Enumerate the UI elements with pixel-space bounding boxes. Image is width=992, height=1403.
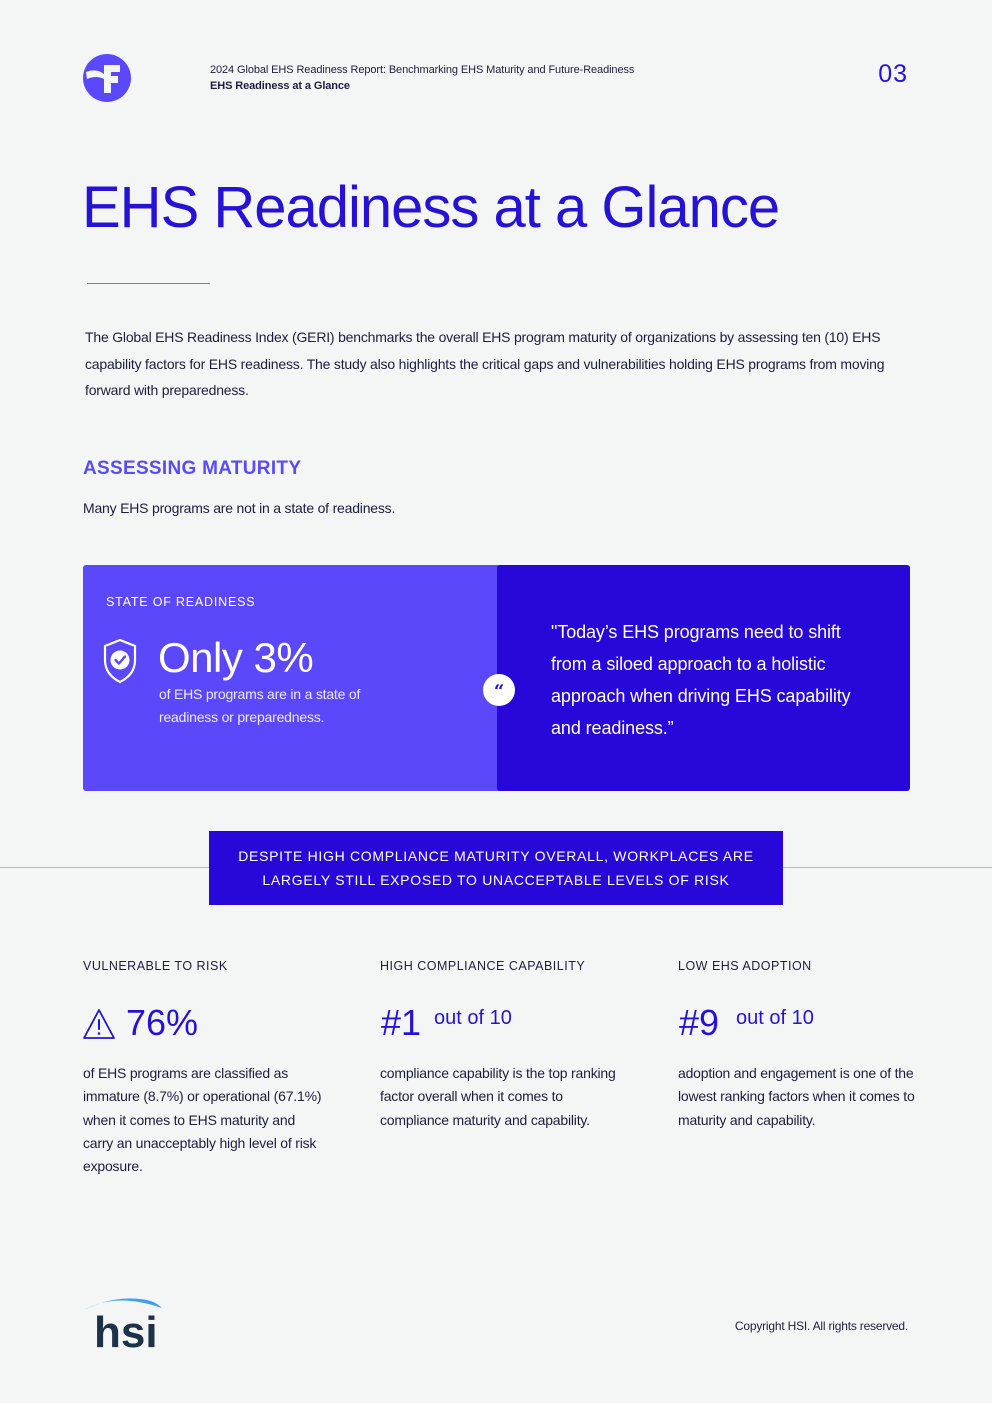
banner-line-2: LARGELY STILL EXPOSED TO UNACCEPTABLE LEVELS OF RISK [262, 872, 730, 888]
intro-paragraph: The Global EHS Readiness Index (GERI) benchmarks the overall EHS program maturity of organizations by assessing ten (10) EHS capability factors for EHS readiness. The study also highlights the critical gaps and vulnerabilities holding EHS programs from moving forward with preparedness. [85, 329, 885, 398]
title-divider [87, 283, 210, 284]
quote-text: "Today’s EHS programs need to shift from a siloed approach to a holistic approach when driving EHS capability and readiness.” [551, 622, 851, 738]
copyright: Copyright HSI. All rights reserved. [734, 1319, 908, 1333]
page-title: EHS Readiness at a Glance [82, 175, 780, 240]
stat-suffix-compliance: out of 10 [434, 1007, 512, 1029]
quote-icon: “ [483, 674, 515, 706]
banner-line-1: DESPITE HIGH COMPLIANCE MATURITY OVERALL, WORKPLACES ARE [238, 848, 754, 864]
section-heading: ASSESSING MATURITY [83, 458, 302, 479]
report-title: 2024 Global EHS Readiness Report: Benchmarking EHS Maturity and Future-Readiness [210, 64, 635, 76]
hsi-logo [82, 1294, 166, 1352]
section-subtext: Many EHS programs are not in a state of readiness. [83, 500, 396, 516]
readiness-card-label: STATE OF READINESS [106, 595, 256, 609]
stat-label-adoption: LOW EHS ADOPTION [678, 959, 812, 973]
header-section-title: EHS Readiness at a Glance [210, 80, 350, 92]
stat-label-compliance: HIGH COMPLIANCE CAPABILITY [380, 959, 586, 973]
stat-description-compliance: compliance capability is the top ranking factor overall when it comes to compliance maturity and capability. [380, 1065, 616, 1128]
risk-banner [209, 831, 783, 905]
readiness-description: of EHS programs are in a state of readiness or preparedness. [159, 686, 361, 725]
warning-icon [82, 1007, 116, 1041]
stat-value-compliance: #1 [381, 1002, 422, 1043]
hsi-logo-text: hsi [94, 1308, 158, 1352]
stat-value-adoption: #9 [679, 1002, 720, 1043]
stat-description-adoption: adoption and engagement is one of the lowest ranking factors when it comes to maturity and capability. [678, 1065, 915, 1128]
stat-label-risk: VULNERABLE TO RISK [83, 959, 228, 973]
stat-suffix-adoption: out of 10 [736, 1007, 814, 1029]
company-logo-icon [82, 53, 132, 103]
stat-value-risk: 76% [126, 1002, 199, 1043]
shield-check-icon [102, 638, 138, 684]
stat-description-risk: of EHS programs are classified as immature (8.7%) or operational (67.1%) when it comes to EHS maturity and carry an unacceptably high level of risk exposure. [83, 1065, 322, 1175]
page-number: 03 [878, 60, 908, 88]
readiness-stat: Only 3% [158, 634, 314, 681]
